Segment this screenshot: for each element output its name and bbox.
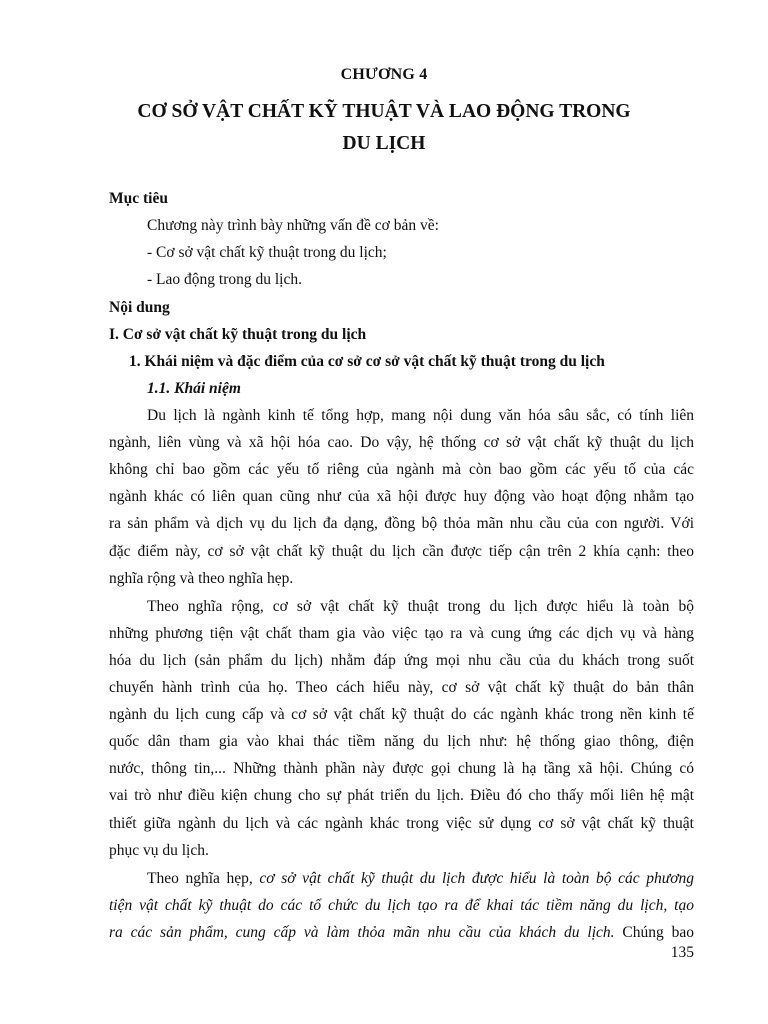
objective-item: - Cơ sở vật chất kỹ thuật trong du lịch; [147,244,387,261]
chapter-label: CHƯƠNG 4 [340,66,428,83]
paragraph-lead-text: Theo nghĩa hẹp, [147,870,260,887]
paragraph-line: nghĩa rộng và theo nghĩa hẹp. [109,570,294,587]
objectives-intro: Chương này trình bày những vấn đề cơ bản về: [147,217,439,234]
paragraph-line: đặc điểm này, cơ sở vật chất kỹ thuật du lịch cần được tiếp cận trên 2 khía cạnh: theo [109,543,694,560]
chapter-title-line: CƠ SỞ VẬT CHẤT KỸ THUẬT VÀ LAO ĐỘNG TRONG [137,101,631,122]
paragraph-line: thiết giữa ngành du lịch và các ngành khác trong việc sử dụng cơ sở vật chất kỹ thuật [109,815,694,832]
paragraph-line: ngành khác có liên quan cũng như của xã hội được huy động vào hoạt động nhằm tạo [109,488,694,505]
paragraph-line: phục vụ du lịch. [109,842,209,859]
paragraph-line: ra sản phẩm và dịch vụ du lịch đa dạng, đồng bộ thỏa mãn nhu cầu của con người. Với [109,515,694,532]
objectives-heading: Mục tiêu [109,190,168,207]
chapter-title-line: DU LỊCH [342,133,426,154]
subsubsection-heading: 1.1. Khái niệm [147,380,241,397]
paragraph-line: chuyến hành trình của họ. Theo cách hiểu này, cơ sở vật chất kỹ thuật do bản thân [109,679,694,696]
paragraph-line: Theo nghĩa rộng, cơ sở vật chất kỹ thuật trong du lịch được hiểu là toàn bộ [147,598,694,615]
chapter-title [0,96,768,160]
paragraph-line: vai trò như điều kiện chung cho sự phát triển du lịch. Điều đó cho thấy mối liên hệ mật [109,787,694,804]
paragraph-line: không chỉ bao gồm các yếu tố riêng của ngành mà còn bao gồm các yếu tố của các [109,461,694,478]
paragraph-italic-text: ra các sản phẩm, cung cấp và làm thỏa mãn nhu cầu của khách du lịch. [109,924,615,941]
paragraph-line: nước, thông tin,... Những thành phần này được gọi chung là hạ tầng xã hội. Chúng có [109,760,694,777]
paragraph-line: ngành du lịch cung cấp và cơ sở vật chất kỹ thuật do các ngành khác trong nền kinh tế [109,706,694,723]
paragraph-line [109,924,694,942]
paragraph-tail-text: Chúng bao [614,924,694,941]
paragraph-line: tiện vật chất kỹ thuật do các tổ chức du lịch tạo ra để khai tác tiềm năng du lịch, tạo [109,897,694,914]
section-heading: I. Cơ sở vật chất kỹ thuật trong du lịch [109,326,367,343]
subsection-heading: 1. Khái niệm và đặc điểm của cơ sở cơ sở vật chất kỹ thuật trong du lịch [129,353,605,370]
objective-item: - Lao động trong du lịch. [147,271,302,288]
content-heading: Nội dung [109,299,170,316]
page-number: 135 [670,944,694,961]
paragraph-italic-text: cơ sở vật chất kỹ thuật du lịch được hiểu là toàn bộ các phương [259,870,694,887]
paragraph-line: Du lịch là ngành kinh tế tổng hợp, mang nội dung văn hóa sâu sắc, có tính liên [147,407,694,424]
paragraph-line [147,870,694,888]
paragraph-line: quốc dân tham gia vào khai thác tiềm năng du lịch như: hệ thống giao thông, điện [109,733,694,750]
paragraph-line: ngành, liên vùng và xã hội hóa cao. Do vậy, hệ thống cơ sở vật chất kỹ thuật du lịch [109,434,694,451]
paragraph-line: những phương tiện vật chất tham gia vào việc tạo ra và cung ứng các dịch vụ và hàng [109,625,694,642]
paragraph-line: hóa du lịch (sản phẩm du lịch) nhằm đáp ứng mọi nhu cầu của du khách trong suốt [109,652,694,669]
